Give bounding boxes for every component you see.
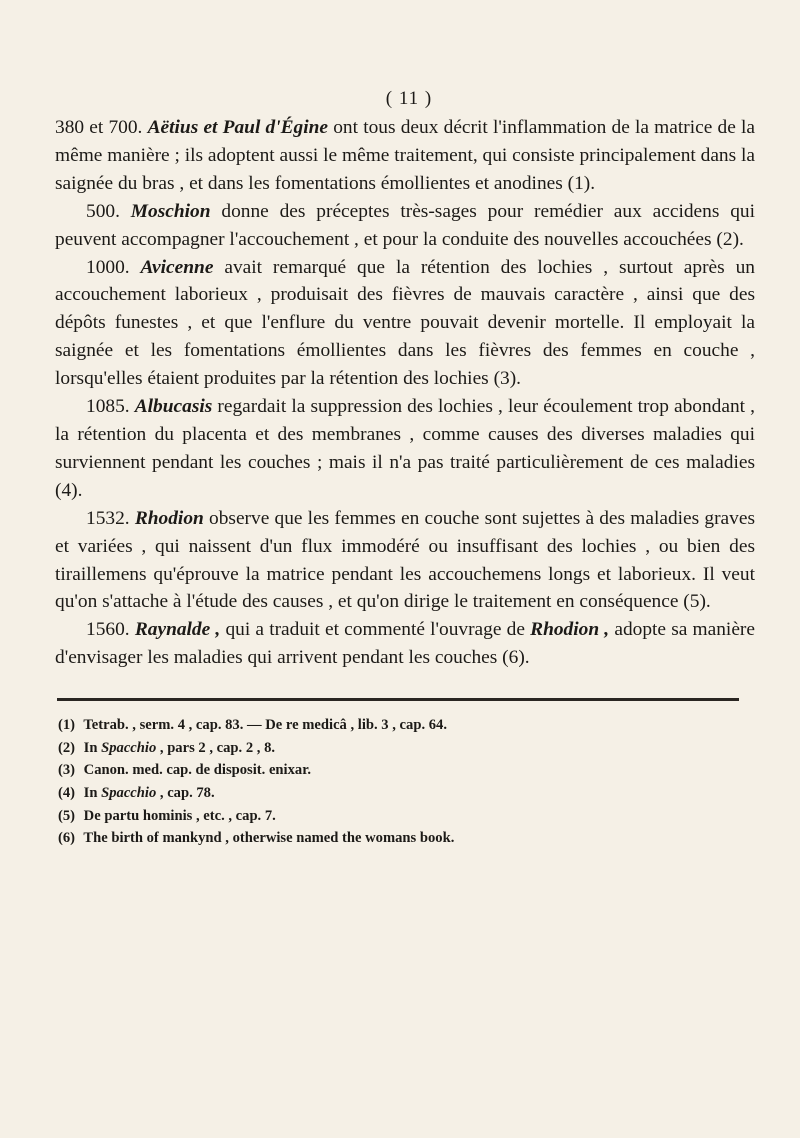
paragraph-aetius xyxy=(55,114,755,198)
body-text xyxy=(55,114,755,672)
paragraph-text: adopte sa manière d'envisager les maladies qui arrivent pendant les couches (6). xyxy=(55,619,755,669)
author-name: Rhodion xyxy=(134,507,204,529)
paragraph-text: donne des préceptes très-sages pour remédier aux accidens qui peuvent accompagner l'accouchement , et pour la conduite des nouvelles accouchées (2). xyxy=(55,200,755,250)
paragraph-text: qui a traduit et commenté l'ouvrage de xyxy=(220,619,531,641)
page-number: ( 11 ) xyxy=(385,88,433,109)
footnote-text: Tetrab. , serm. 4 , cap. 83. — De re medicâ , lib. 3 , cap. 64. xyxy=(83,717,447,734)
footnotes xyxy=(58,714,755,850)
book-page xyxy=(55,88,755,850)
footnote-title: Spacchio xyxy=(101,784,157,801)
paragraph-avicenne xyxy=(55,254,755,394)
paragraph-year: 1000. xyxy=(86,256,141,278)
author-name: Albucasis xyxy=(134,396,213,418)
paragraph-raynalde xyxy=(55,616,755,672)
paragraph-text: ont tous deux décrit l'inflammation de la matrice de la même manière ; ils adoptent aussi le même traitement, qui consiste principalement dans la saignée du bras , et dans les fomentations émollientes et anodines (1). xyxy=(55,117,756,194)
footnote xyxy=(58,759,755,782)
paragraph-year: 380 et 700. xyxy=(55,117,148,138)
paragraph-text: observe que les femmes en couche sont sujettes à des maladies graves et variées , qui naissent d'un flux immodéré ou insuffisant des lochies , ou bien des tiraillemens qu'éprouve la matrice pendant les accouchemens longs et laborieux. Il veut qu'on s'attache à l'étude des causes , et qu'on dirige le traitement en conséquence (5). xyxy=(55,507,755,613)
footnote-title: Spacchio xyxy=(101,739,157,756)
paragraph-text: avait remarqué que la rétention des lochies , surtout après un accouchement laborieux , produisait des fièvres de mauvais caractère , ainsi que des dépôts funestes , et que l'enflure du ventre pouvait devenir mortelle. Il employait la saignée et les fomentations émollientes dans les fièvres des femmes en couche , lorsqu'elles étaient produites par la rétention des lochies (3). xyxy=(55,256,755,390)
author-name: Raynalde , xyxy=(134,619,221,641)
footnote xyxy=(58,827,755,850)
footnote-number: (6) xyxy=(58,830,76,847)
footnote-text: In xyxy=(83,784,102,801)
footnote-text: Canon. med. cap. de disposit. enixar. xyxy=(83,762,311,779)
footnote xyxy=(58,714,755,737)
footnote xyxy=(58,805,755,828)
author-name: Aëtius et Paul d'Égine xyxy=(147,117,329,138)
paragraph-year: 1532. xyxy=(86,507,135,529)
footnote xyxy=(58,782,755,805)
paragraph-year: 1560. xyxy=(86,619,135,641)
paragraph-rhodion xyxy=(55,505,755,617)
footnote xyxy=(58,737,755,760)
footnote-text: , pars 2 , cap. 2 , 8. xyxy=(156,739,276,756)
footnote-number: (3) xyxy=(58,762,76,779)
footnote-number: (2) xyxy=(58,739,76,756)
footnote-number: (5) xyxy=(58,807,76,824)
footnote-number: (4) xyxy=(58,784,76,801)
footnote-text: De partu hominis , etc. , cap. 7. xyxy=(83,807,276,824)
author-name: Avicenne xyxy=(140,256,214,278)
footnote-text: , cap. 78. xyxy=(156,784,215,801)
author-name: Rhodion , xyxy=(530,619,610,641)
footnote-text: The birth of mankynd , otherwise named the womans book. xyxy=(83,830,455,847)
footnote-text: In xyxy=(83,739,102,756)
paragraph-albucasis xyxy=(55,393,755,505)
paragraph-year: 500. xyxy=(86,200,131,222)
author-name: Moschion xyxy=(130,200,211,222)
paragraph-moschion xyxy=(55,198,755,254)
footnote-number: (1) xyxy=(58,717,76,734)
footnote-divider xyxy=(57,698,739,705)
paragraph-year: 1085. xyxy=(86,396,135,418)
paragraph-text: regardait la suppression des lochies , leur écoulement trop abondant , la rétention du placenta et des membranes , comme causes des diverses maladies qui surviennent pendant les couches ; mais il n'a pas traité particulièrement de ces maladies (4). xyxy=(55,396,755,501)
